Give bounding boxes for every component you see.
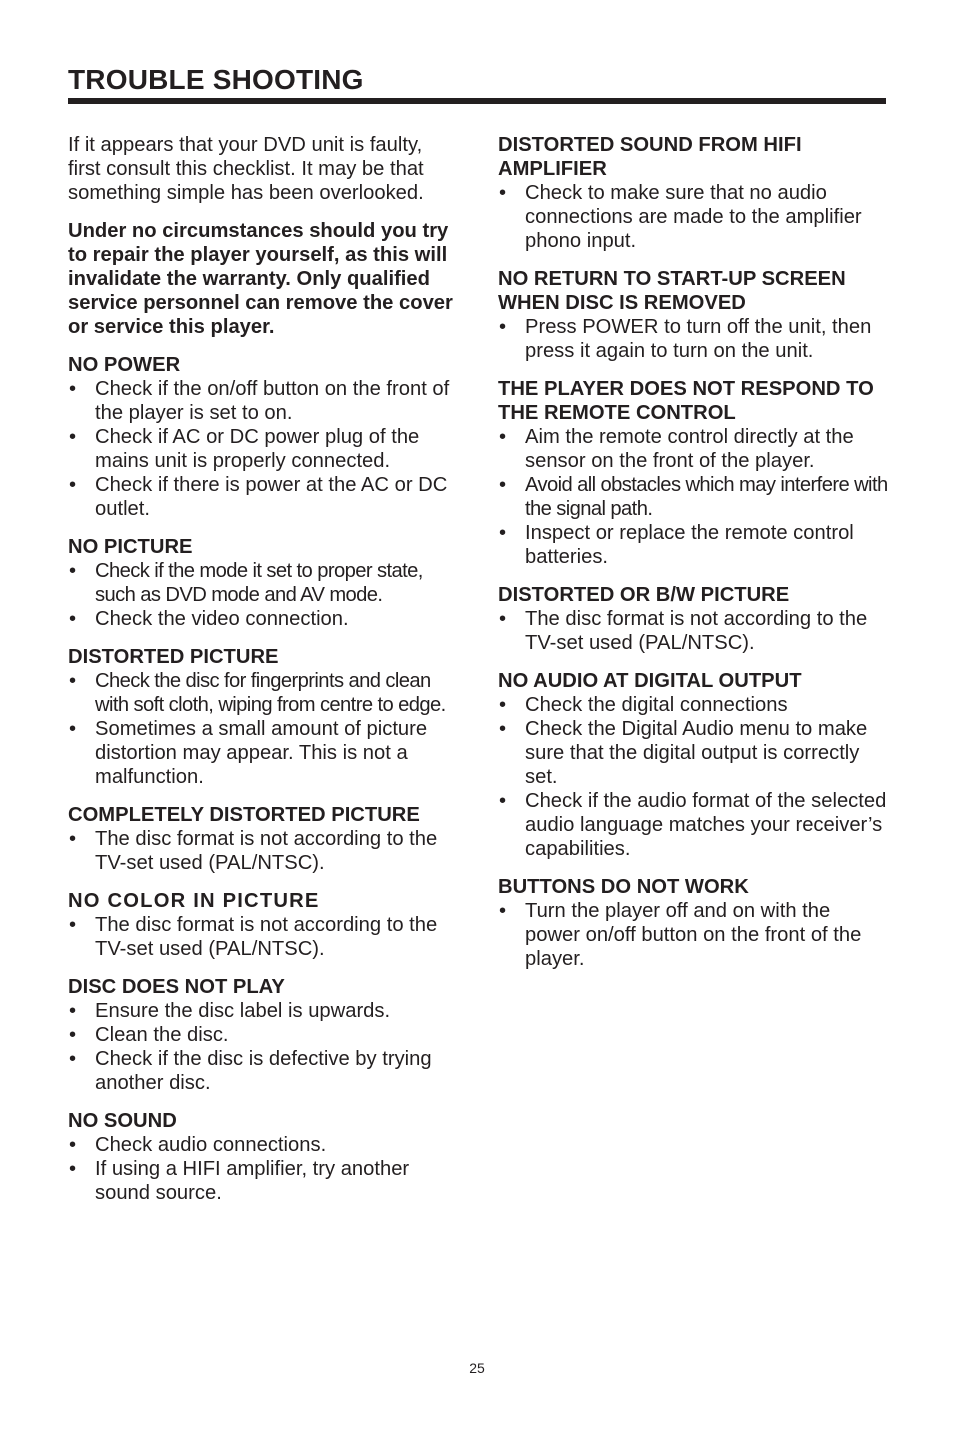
list-item-text: Sometimes a small amount of picture distortion may appear. This is not a malfunction. [95,718,428,788]
list-item-text: Aim the remote control directly at the sensor on the front of the player. [525,426,854,472]
list-item-text: If using a HIFI amplifier, try another sound source. [95,1158,410,1204]
list-item [498,607,890,655]
list-item-text: Check the digital connections [525,694,788,716]
bullet-icon: • [499,900,507,922]
page-title: TROUBLE SHOOTING [68,64,364,95]
list-item [68,1157,460,1205]
section-completely-distorted-picture [68,803,460,875]
list-item [498,473,890,521]
section-distorted-sound-hifi [498,133,890,253]
list-item [68,913,460,961]
bullet-list [498,425,890,569]
list-item-text: Turn the player off and on with the power on/off button on the front of the player. [525,900,862,970]
section-no-audio-digital-output [498,669,890,861]
page-number: 25 [469,1360,485,1376]
list-item [498,425,890,473]
list-item-text: Check if AC or DC power plug of the mains unit is properly connected. [95,426,420,472]
section-heading: DISTORTED OR B/W PICTURE [498,584,790,606]
section-heading: NO PICTURE [68,536,193,558]
bullet-list [498,607,890,655]
list-item [68,1047,460,1095]
intro-paragraph: If it appears that your DVD unit is faulty, first consult this checklist. It may be that something simple has been overlooked. [68,134,424,204]
list-item [68,473,460,521]
bullet-icon: • [69,560,76,582]
list-item-text: Check the Digital Audio menu to make sure that the digital output is correctly set. [525,718,868,788]
bullet-list [68,913,460,961]
bullet-icon: • [499,790,507,812]
bullet-icon: • [499,426,507,448]
list-item [68,827,460,875]
list-item-text: Clean the disc. [95,1024,229,1046]
left-column [68,133,460,1219]
list-item-text: The disc format is not according to the TV-set used (PAL/NTSC). [525,608,868,654]
list-item [498,181,890,253]
section-distorted-picture [68,645,460,789]
section-no-color-in-picture [68,889,460,961]
list-item-text: Check the video connection. [95,608,349,630]
list-item-text: The disc format is not according to the TV-set used (PAL/NTSC). [95,914,438,960]
bullet-icon: • [69,1000,77,1022]
list-item [68,717,460,789]
bullet-icon: • [69,670,76,692]
bullet-list [68,559,460,631]
title-rule [68,98,886,104]
bullet-icon: • [499,522,507,544]
bullet-list [498,181,890,253]
list-item [498,315,890,363]
section-distorted-bw-picture [498,583,890,655]
bullet-icon: • [69,828,77,850]
section-heading: DISC DOES NOT PLAY [68,976,285,998]
bullet-list [68,827,460,875]
bullet-icon: • [69,718,77,740]
bullet-icon: • [499,694,507,716]
bullet-list [68,1133,460,1205]
list-item-text: Check the disc for fingerprints and clean with soft cloth, wiping from centre to edge. [95,670,446,716]
list-item [68,377,460,425]
list-item [498,521,890,569]
section-heading: NO COLOR IN PICTURE [68,890,320,912]
list-item [68,1133,460,1157]
bullet-list [68,669,460,789]
bullet-list [498,693,890,861]
section-buttons-do-not-work [498,875,890,971]
bullet-icon: • [499,182,507,204]
bullet-icon: • [69,914,77,936]
bullet-list [68,999,460,1095]
list-item-text: Check audio connections. [95,1134,327,1156]
bullet-list [68,377,460,521]
section-no-return-startup [498,267,890,363]
list-item [498,789,890,861]
list-item [498,717,890,789]
section-heading: DISTORTED PICTURE [68,646,279,668]
bullet-icon: • [69,608,77,630]
list-item [68,999,460,1023]
bullet-icon: • [69,474,77,496]
list-item [68,559,460,607]
section-no-power [68,353,460,521]
section-heading: BUTTONS DO NOT WORK [498,876,749,898]
section-heading: THE PLAYER DOES NOT RESPOND TO THE REMOTE CONTROL [498,378,874,424]
warranty-warning: Under no circumstances should you try to repair the player yourself, as this will invalidate the warranty. Only qualified service personnel can remove the cover or service this player. [68,220,453,338]
list-item [498,693,890,717]
list-item-text: Inspect or replace the remote control batteries. [525,522,854,568]
bullet-icon: • [69,378,77,400]
section-heading: NO AUDIO AT DIGITAL OUTPUT [498,670,802,692]
bullet-icon: • [69,1024,77,1046]
list-item [68,1023,460,1047]
section-heading: NO POWER [68,354,181,376]
section-heading: NO RETURN TO START-UP SCREEN WHEN DISC IS REMOVED [498,268,846,314]
section-no-picture [68,535,460,631]
bullet-icon: • [499,608,507,630]
list-item-text: The disc format is not according to the TV-set used (PAL/NTSC). [95,828,438,874]
bullet-icon: • [69,1048,77,1070]
bullet-icon: • [69,1158,77,1180]
section-remote-not-responding [498,377,890,569]
bullet-icon: • [499,718,507,740]
list-item-text: Ensure the disc label is upwards. [95,1000,391,1022]
section-heading: COMPLETELY DISTORTED PICTURE [68,804,420,826]
section-heading: DISTORTED SOUND FROM HIFI AMPLIFIER [498,134,802,180]
list-item-text: Check if the on/off button on the front of the player is set to on. [95,378,450,424]
bullet-icon: • [499,474,506,496]
list-item-text: Check to make sure that no audio connections are made to the amplifier phono input. [525,182,862,252]
bullet-list [498,315,890,363]
list-item-text: Press POWER to turn off the unit, then press it again to turn on the unit. [525,316,872,362]
list-item-text: Avoid all obstacles which may interfere with the signal path. [525,474,888,520]
bullet-icon: • [499,316,507,338]
section-no-sound [68,1109,460,1205]
bullet-icon: • [69,426,77,448]
list-item [68,607,460,631]
bullet-icon: • [69,1134,77,1156]
section-disc-does-not-play [68,975,460,1095]
list-item-text: Check if there is power at the AC or DC outlet. [95,474,448,520]
list-item-text: Check if the mode it set to proper state, such as DVD mode and AV mode. [95,560,423,606]
right-column [498,133,890,985]
list-item [68,425,460,473]
list-item-text: Check if the disc is defective by trying another disc. [95,1048,432,1094]
section-heading: NO SOUND [68,1110,177,1132]
list-item [68,669,460,717]
bullet-list [498,899,890,971]
list-item [498,899,890,971]
list-item-text: Check if the audio format of the selected audio language matches your receiver’s capabilities. [525,790,887,860]
